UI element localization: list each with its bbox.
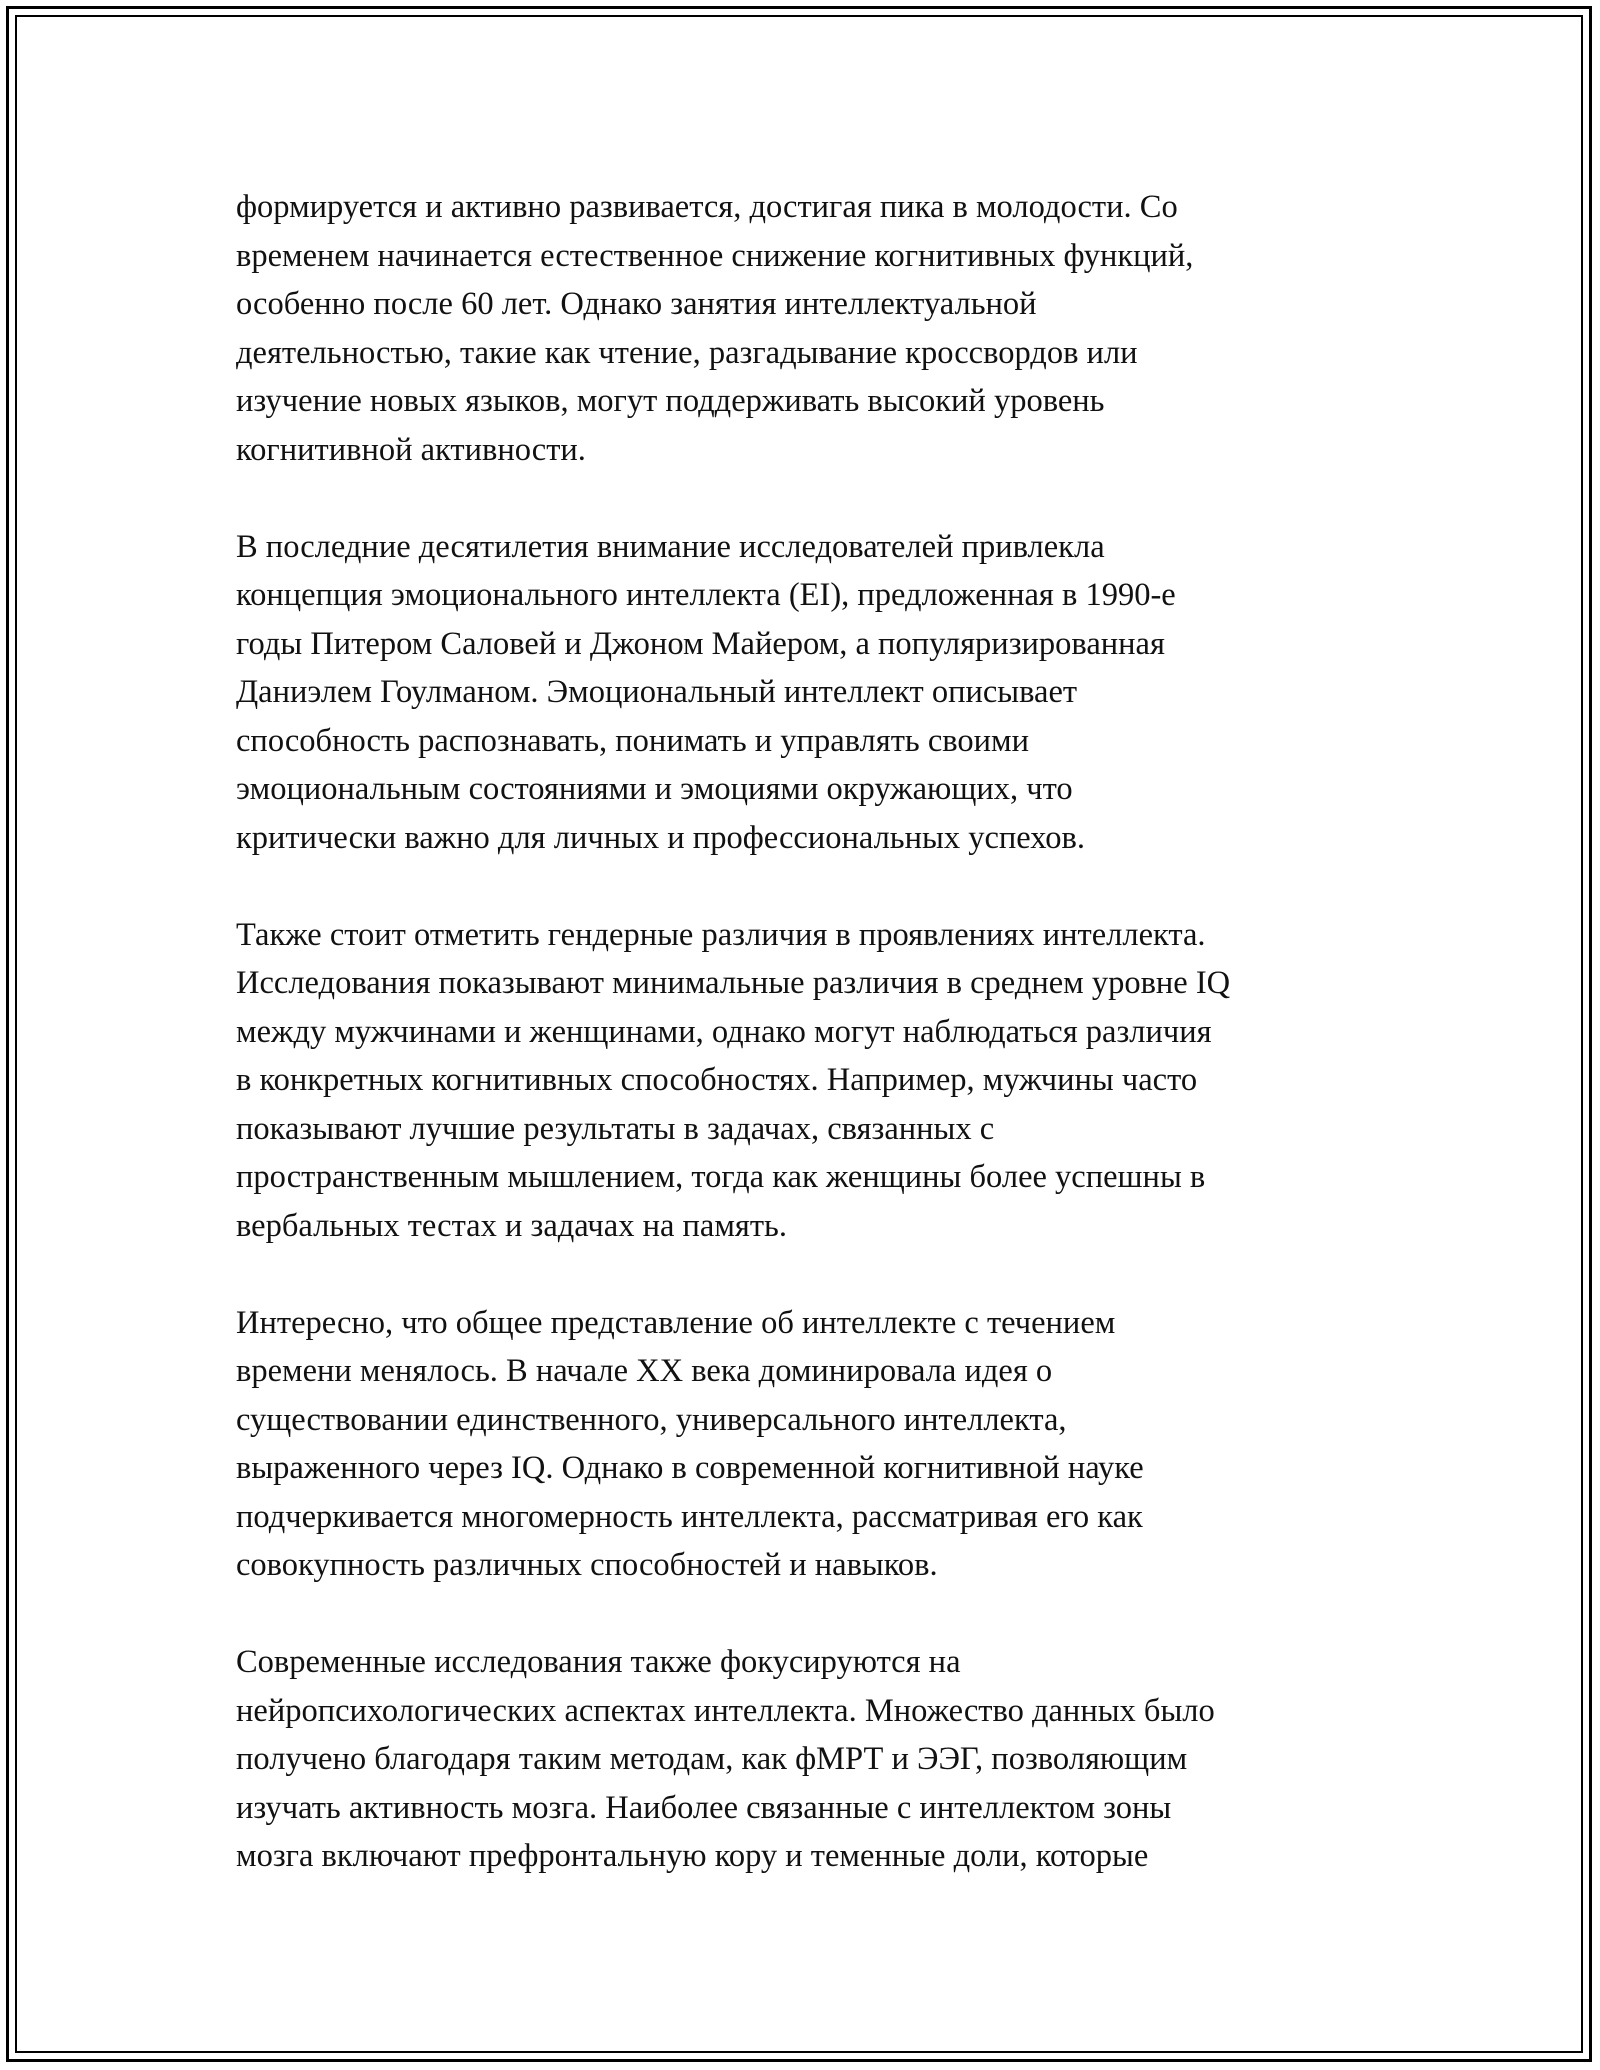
text-line: формируется и активно развивается, достигая пика в молодости. Со	[236, 189, 1178, 225]
paragraph-3	[236, 911, 1386, 1251]
text-line: В последние десятилетия внимание исследователей привлекла	[236, 528, 1105, 565]
text-line: изучать активность мозга. Наиболее связанные с интеллектом зоны	[236, 1789, 1172, 1826]
text-line: между мужчинами и женщинами, однако могут наблюдаться различия	[236, 1013, 1212, 1050]
paragraph-1	[236, 183, 1386, 474]
text-line: когнитивной активности.	[236, 431, 586, 468]
paragraph-2	[236, 523, 1386, 863]
text-line: вербальных тестах и задачах на память.	[236, 1207, 787, 1244]
text-line: нейропсихологических аспектах интеллекта. Множество данных было	[236, 1692, 1215, 1729]
text-line: Даниэлем Гоулманом. Эмоциональный интеллект описывает	[236, 674, 1078, 710]
text-line: пространственным мышлением, тогда как женщины более успешны в	[236, 1159, 1206, 1195]
text-line: получено благодаря таким методам, как фМРТ и ЭЭГ, позволяющим	[236, 1741, 1188, 1777]
text-line: подчеркивается многомерность интеллекта, рассматривая его как	[236, 1498, 1143, 1535]
paragraph-5	[236, 1638, 1386, 1881]
text-line: способность распознавать, понимать и управлять своими	[236, 722, 1030, 759]
text-line: Современные исследования также фокусируются на	[236, 1644, 961, 1680]
text-line: концепция эмоционального интеллекта (EI), предложенная в 1990-е	[236, 577, 1176, 613]
text-line: изучение новых языков, могут поддерживать высокий уровень	[236, 383, 1105, 419]
text-line: временем начинается естественное снижение когнитивных функций,	[236, 237, 1194, 274]
text-line: годы Питером Саловей и Джоном Майером, а популяризированная	[236, 625, 1165, 662]
text-line: выраженного через IQ. Однако в современной когнитивной науке	[236, 1450, 1144, 1486]
text-line: критически важно для личных и профессиональных успехов.	[236, 819, 1086, 856]
text-line: совокупность различных способностей и навыков.	[236, 1547, 938, 1583]
text-line: особенно после 60 лет. Однако занятия интеллектуальной	[236, 286, 1037, 322]
text-line: времени менялось. В начале XX века доминировала идея о	[236, 1353, 1053, 1389]
text-line: Исследования показывают минимальные различия в среднем уровне IQ	[236, 965, 1231, 1001]
text-line: в конкретных когнитивных способностях. Например, мужчины часто	[236, 1062, 1198, 1098]
text-line: Также стоит отметить гендерные различия в проявлениях интеллекта.	[236, 916, 1206, 953]
text-line: существовании единственного, универсального интеллекта,	[236, 1401, 1067, 1438]
paragraph-4	[236, 1299, 1386, 1590]
text-line: эмоциональным состояниями и эмоциями окружающих, что	[236, 771, 1073, 807]
text-line: Интересно, что общее представление об интеллекте с течением	[236, 1304, 1116, 1341]
text-line: показывают лучшие результаты в задачах, связанных с	[236, 1110, 995, 1147]
text-line: деятельностью, такие как чтение, разгадывание кроссвордов или	[236, 334, 1138, 371]
document-body	[236, 183, 1386, 1929]
text-line: мозга включают префронтальную кору и теменные доли, которые	[236, 1838, 1149, 1874]
